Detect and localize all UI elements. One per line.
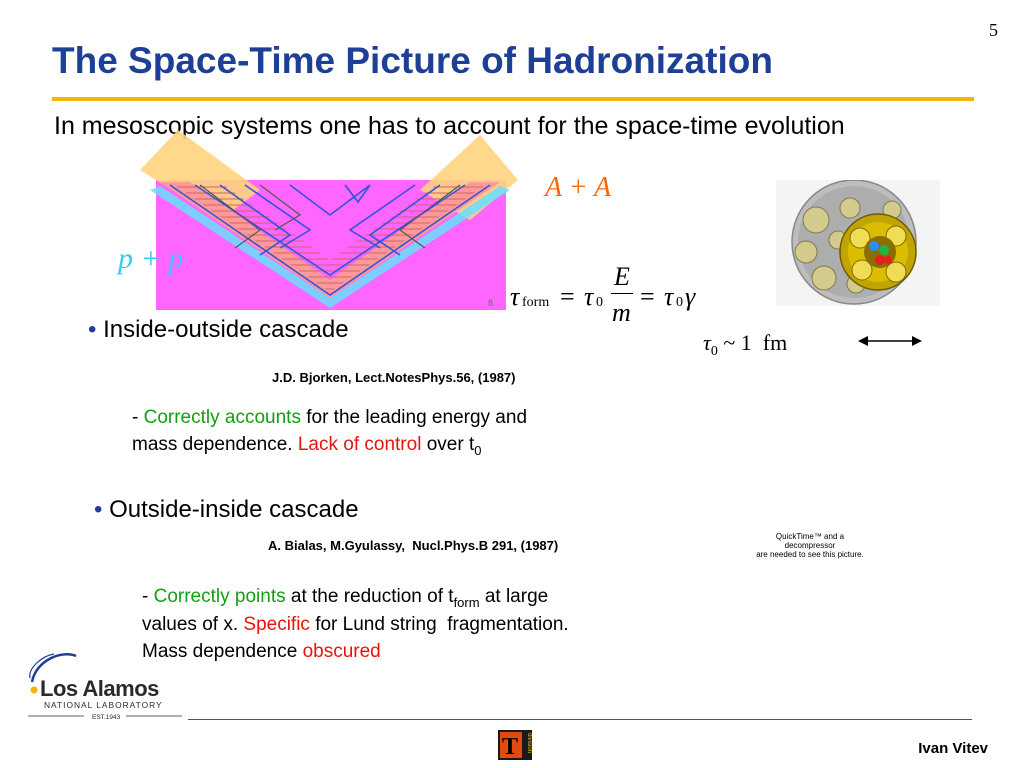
logo-name: Los Alamos	[40, 676, 159, 701]
scale-arrow	[858, 334, 922, 348]
los-alamos-logo	[22, 648, 184, 726]
formula-zero-sub: 0	[596, 295, 603, 310]
footer-rule	[188, 719, 972, 720]
note-line: Mass dependence obscured	[142, 641, 381, 662]
note-line: values of x. Specific for Lund string fragmentation.	[142, 614, 569, 635]
formula-tau0b: τ	[664, 282, 674, 311]
green-highlight: Correctly accounts	[143, 407, 301, 428]
logo-sub: NATIONAL LABORATORY	[44, 700, 163, 710]
t-letter: T	[502, 734, 519, 760]
red-highlight: Specific	[243, 614, 310, 635]
reference-bjorken: J.D. Bjorken, Lect.NotesPhys.56, (1987)	[272, 370, 516, 385]
formula-tau0: τ	[584, 282, 594, 311]
tau0-symbol: τ	[703, 330, 711, 355]
note-line: mass dependence. Lack of control over $t_0$	[132, 434, 482, 458]
bullet-dot: •	[88, 316, 97, 343]
formula-gamma: γ	[685, 282, 696, 311]
formation-time-formula	[508, 262, 708, 327]
title-rule	[52, 97, 974, 101]
red-highlight: obscured	[302, 641, 381, 662]
tau0-text: ~ 1 fm	[717, 330, 788, 355]
reference-bialas: A. Bialas, M.Gyulassy, Nucl.Phys.B 291, (1987)	[268, 538, 559, 553]
formula-tau: τ	[510, 282, 520, 311]
aa-label: A + A	[545, 172, 612, 203]
nucleus-illustration	[776, 180, 940, 306]
formula-m: m	[612, 298, 631, 327]
bullet-inside-outside	[88, 316, 349, 344]
note-outside-inside	[142, 583, 569, 665]
formula-form-sub: form	[522, 295, 550, 310]
note-inside-outside	[132, 404, 527, 459]
author-name: Ivan Vitev	[918, 740, 988, 757]
formula-E: E	[614, 262, 630, 291]
bullet-outside-inside	[94, 496, 359, 524]
tau0-sub: 0	[710, 344, 718, 359]
red-highlight: Lack of control	[297, 434, 422, 455]
subtitle: In mesoscopic systems one has to account for the space-time evolution	[54, 112, 845, 140]
formula-zero-sub-b: 0	[676, 295, 683, 310]
fraction-bar	[611, 293, 633, 294]
formula-eq1: =	[560, 282, 575, 311]
note-line: - Correctly points at the reduction of $t_{form}$ at large	[142, 586, 549, 610]
t-division-text: division	[526, 733, 532, 754]
page-number: 5	[989, 20, 998, 40]
t-division-logo	[498, 730, 532, 760]
bullet-label: Inside-outside cascade	[103, 316, 349, 343]
green-highlight: Correctly points	[153, 586, 286, 607]
logo-dot	[31, 687, 38, 694]
bullet-label: Outside-inside cascade	[109, 496, 359, 523]
pp-label: p + p	[118, 242, 184, 275]
cascade-diagram	[140, 130, 520, 315]
quicktime-placeholder: QuickTime™ and a decompressor are needed to see this picture.	[756, 532, 864, 559]
note-line: - Correctly accounts for the leading energy and	[132, 407, 528, 428]
logo-est: EST.1943	[92, 714, 121, 721]
bullet-dot: •	[94, 496, 103, 523]
formula-eq2: =	[640, 282, 655, 311]
diagram-panel-number: 8	[488, 298, 494, 308]
tau0-formula	[703, 330, 788, 359]
slide-title: The Space-Time Picture of Hadronization	[52, 40, 773, 81]
